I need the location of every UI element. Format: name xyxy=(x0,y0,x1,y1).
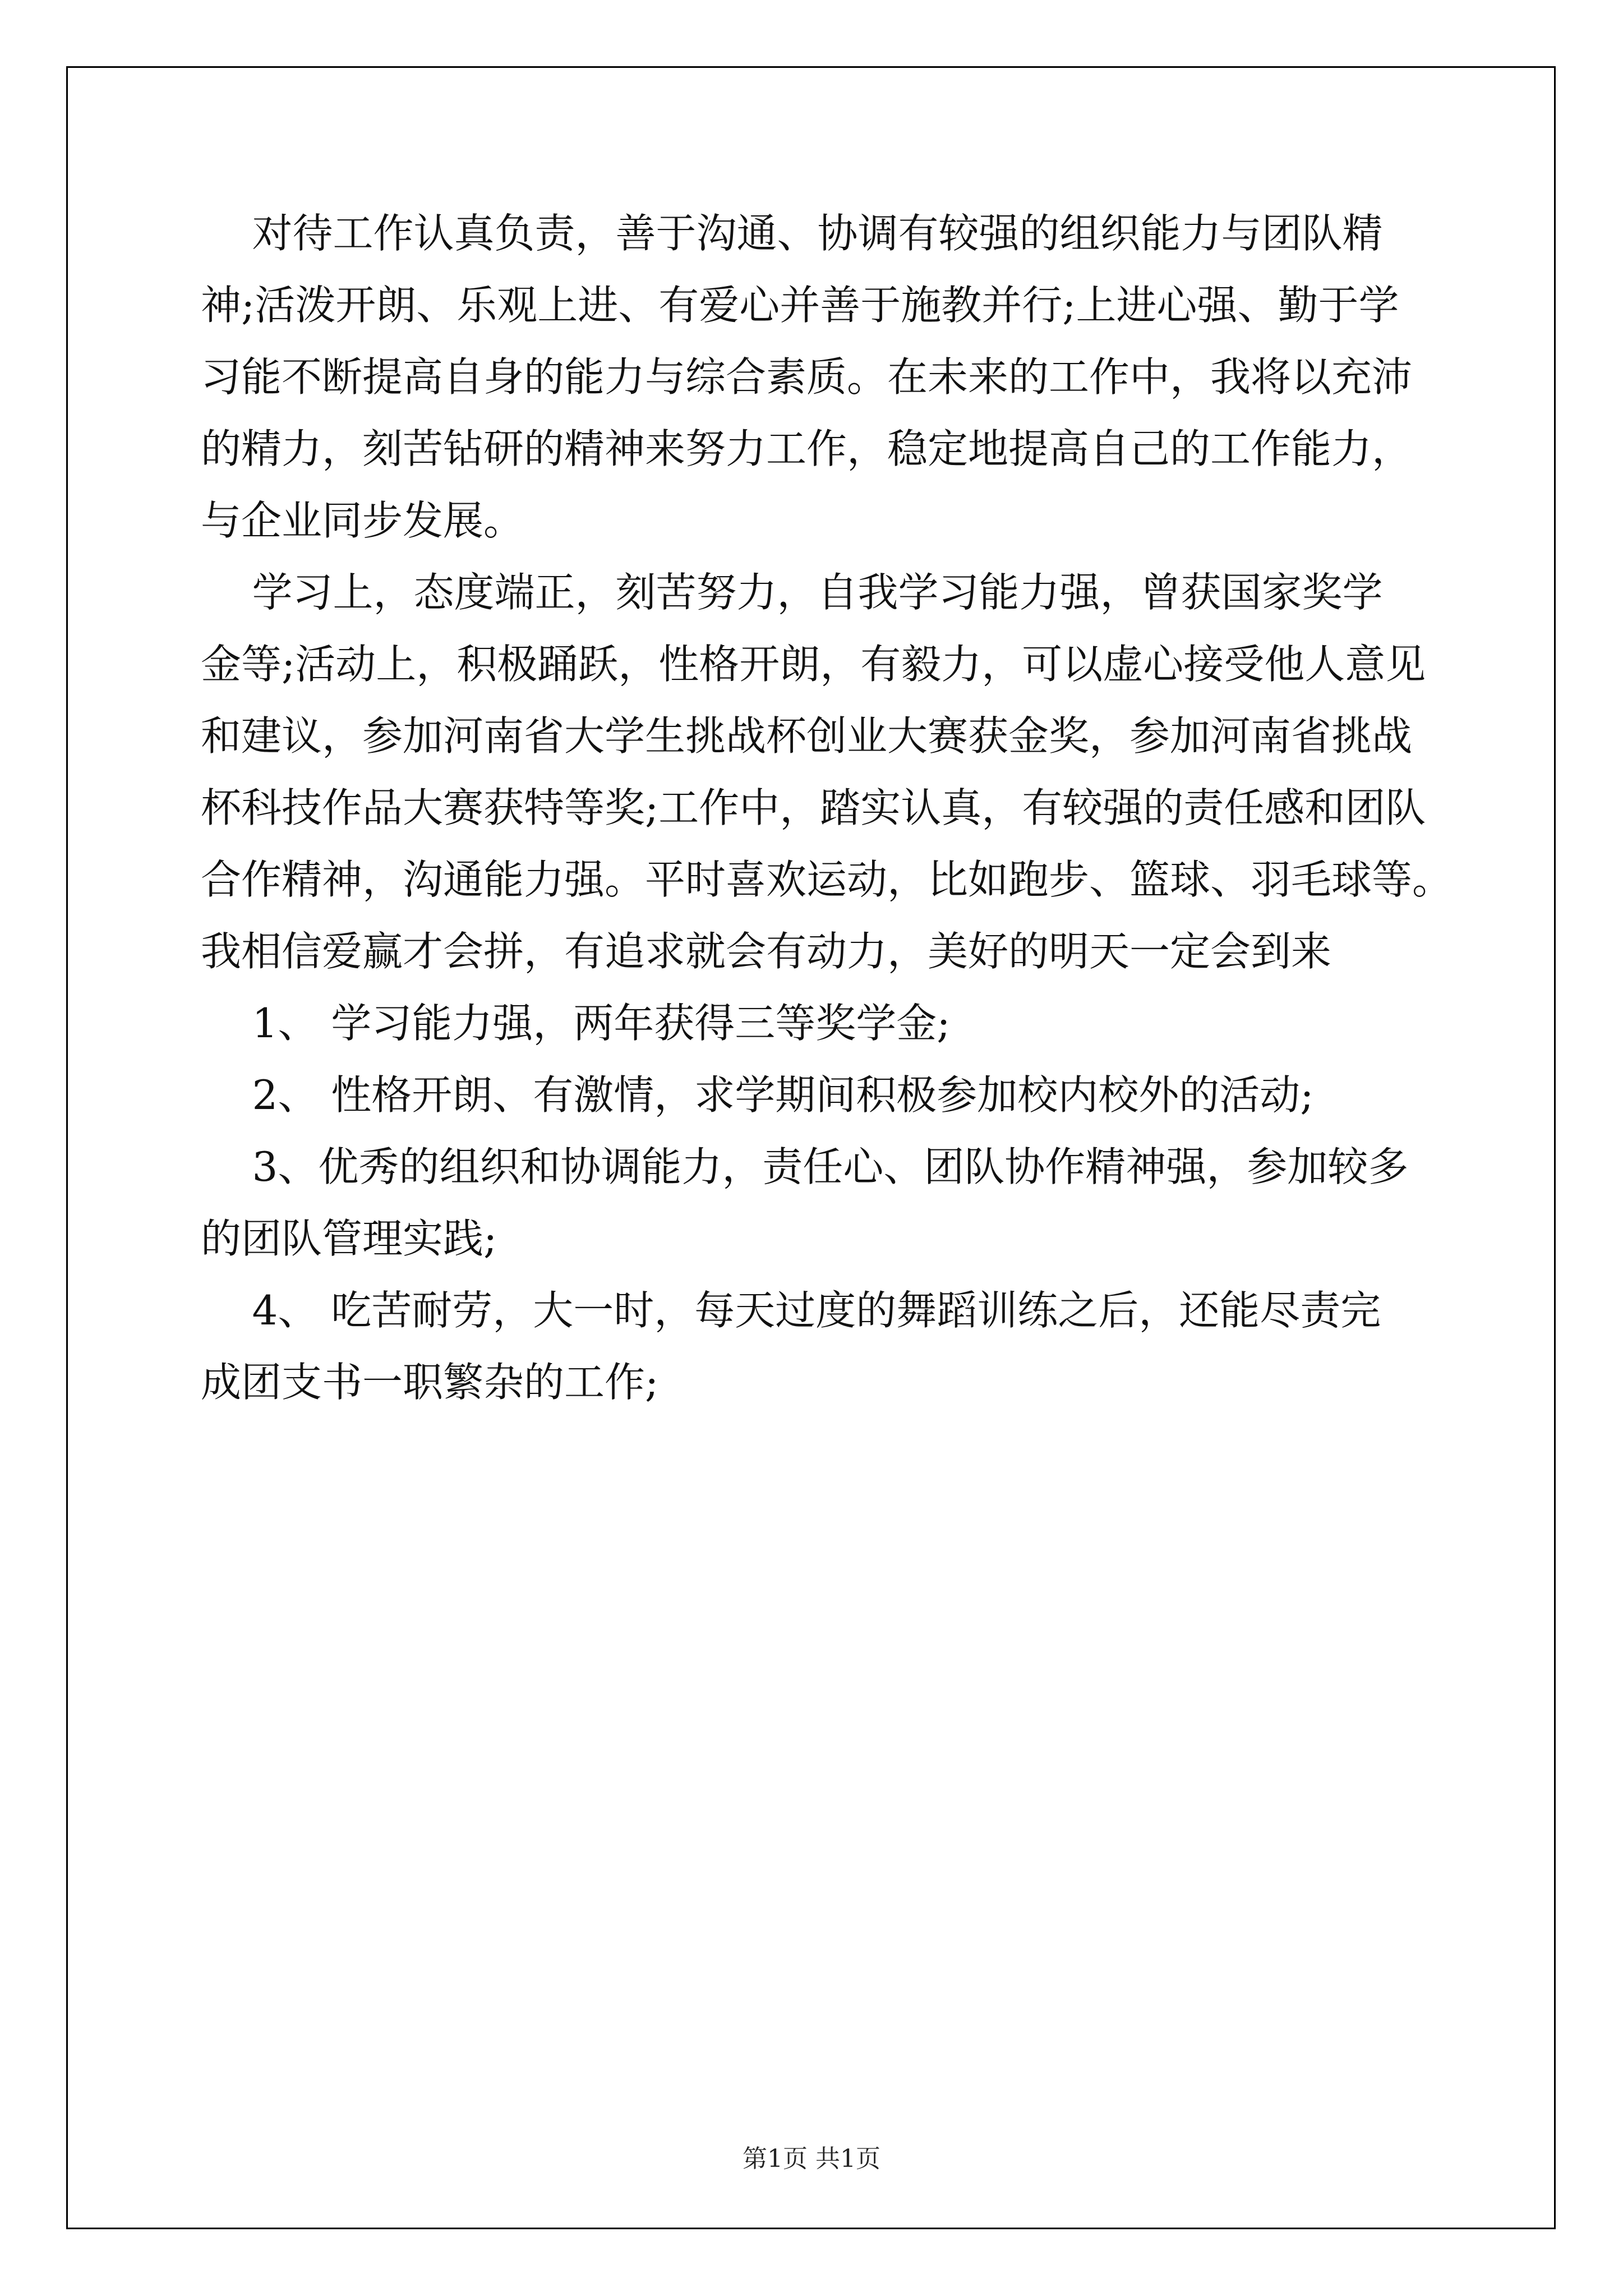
list-item: 2、 性格开朗、有激情，求学期间积极参加校内校外的活动; xyxy=(201,1071,1314,1119)
text-line: 合作精神，沟通能力强。平时喜欢运动，比如跑步、篮球、羽毛球等。 xyxy=(201,856,1453,903)
text-line: 与企业同步发展。 xyxy=(201,497,524,544)
text-line: 我相信爱赢才会拼，有追求就会有动力，美好的明天一定会到来 xyxy=(201,928,1332,975)
list-item: 3、优秀的组织和协调能力，责任心、团队协作精神强，参加较多 xyxy=(201,1143,1409,1190)
text-line: 成团支书一职繁杂的工作; xyxy=(201,1359,659,1406)
text-line: 神;活泼开朗、乐观上进、有爱心并善于施教并行;上进心强、勤于学 xyxy=(201,282,1399,329)
text-line: 和建议，参加河南省大学生挑战杯创业大赛获金奖，参加河南省挑战 xyxy=(201,712,1413,760)
list-item: 1、 学习能力强，两年获得三等奖学金; xyxy=(201,1000,951,1047)
text-line: 习能不断提高自身的能力与综合素质。在未来的工作中，我将以充沛 xyxy=(201,353,1413,401)
text-line: 金等;活动上，积极踊跃，性格开朗，有毅力，可以虚心接受他人意见 xyxy=(201,641,1426,688)
text-line: 学习上，态度端正，刻苦努力，自我学习能力强，曾获国家奖学 xyxy=(201,569,1383,616)
list-item: 4、 吃苦耐劳，大一时，每天过度的舞蹈训练之后，还能尽责完 xyxy=(201,1287,1381,1334)
text-line: 的团队管理实践; xyxy=(201,1215,497,1262)
text-line: 对待工作认真负责，善于沟通、协调有较强的组织能力与团队精 xyxy=(201,210,1383,257)
page-number: 第1页 共1页 xyxy=(743,2145,880,2173)
text-line: 杯科技作品大赛获特等奖;工作中，踏实认真，有较强的责任感和团队 xyxy=(201,784,1426,831)
text-line: 的精力，刻苦钻研的精神来努力工作，稳定地提高自己的工作能力， xyxy=(201,425,1413,472)
